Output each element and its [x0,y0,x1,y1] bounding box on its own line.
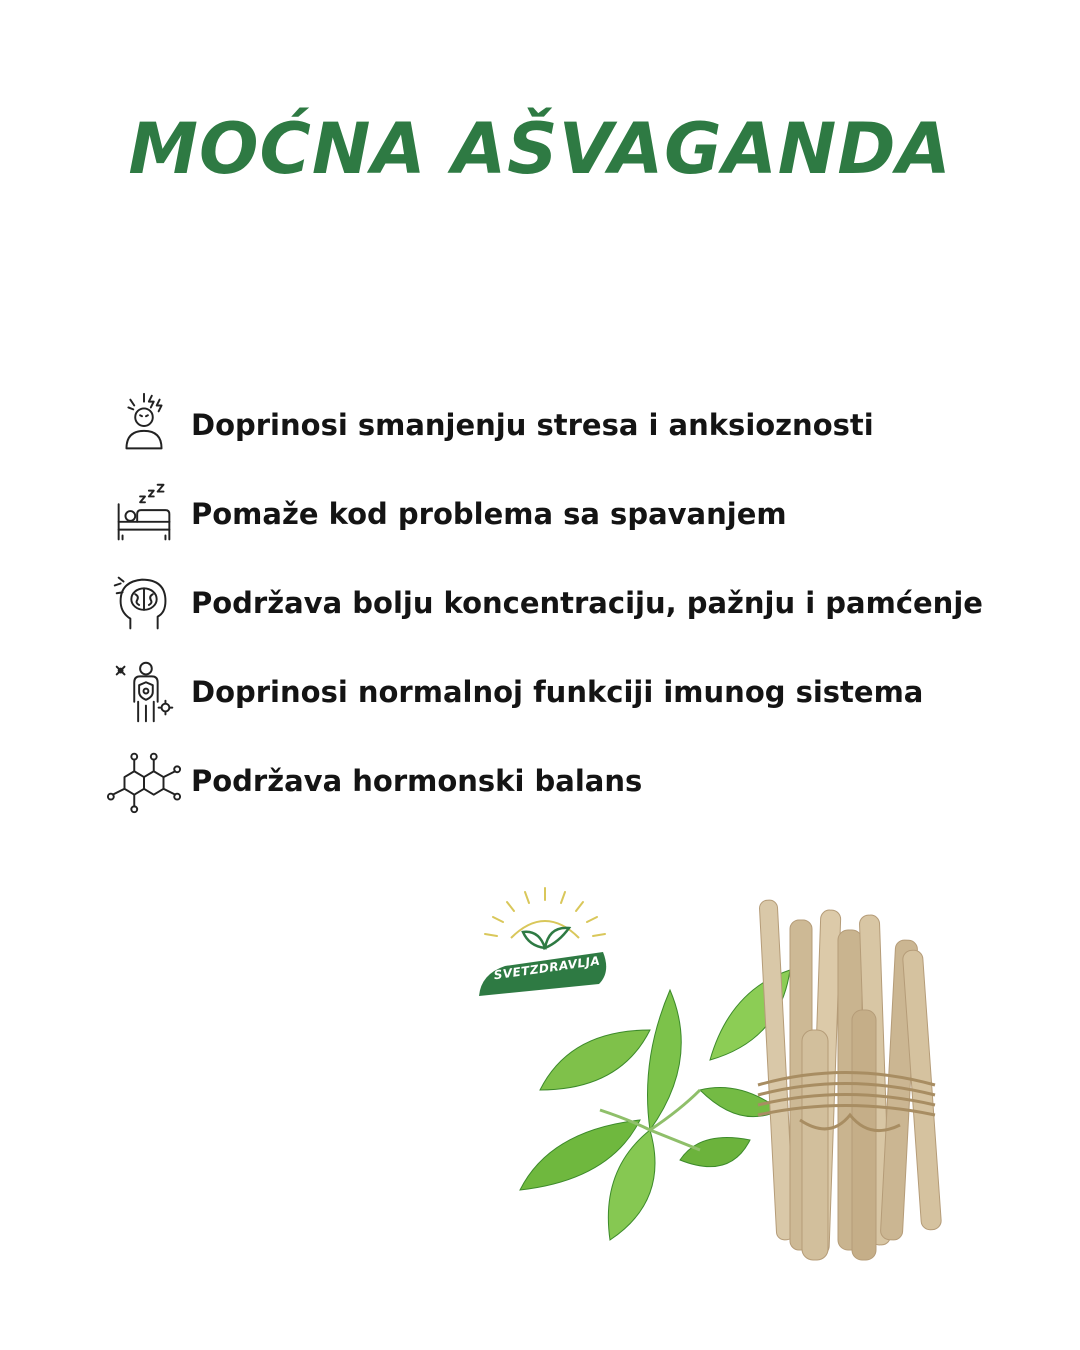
page-title: MOĆNA AŠVAGANDA [128,108,952,190]
benefit-text: Doprinosi smanjenju stresa i anksioznosti [191,407,874,442]
brain-head-icon [104,563,184,643]
benefit-text: Pomaže kod problema sa spavanjem [191,496,787,531]
benefit-item [104,647,1024,736]
stress-person-icon [104,385,184,465]
immune-shield-person-icon [104,652,184,732]
ashwagandha-roots-and-leaves-image [500,880,970,1280]
leaves [520,970,790,1240]
benefit-item [104,558,1024,647]
sleep-bed-icon [104,474,184,554]
benefit-text: Doprinosi normalnoj funkciji imunog sistema [191,674,924,709]
benefit-text: Podržava bolju koncentraciju, pažnju i pamćenje [191,585,983,620]
logo-text: SVETZDRAVLJA [492,953,602,983]
benefit-list [104,380,1024,825]
benefit-item [104,469,1024,558]
molecule-icon [104,741,184,821]
benefit-text: Podržava hormonski balans [191,763,643,798]
benefit-item [104,736,1024,825]
benefit-item [104,380,1024,469]
